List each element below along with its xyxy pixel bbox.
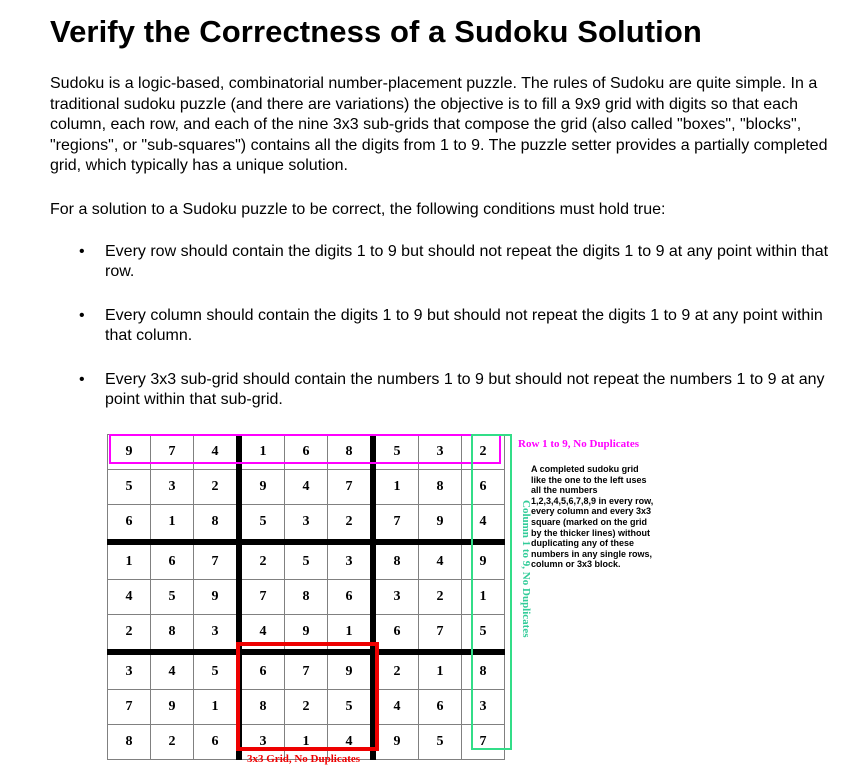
grid-cell: 5 (239, 505, 285, 543)
grid-cell: 4 (373, 690, 419, 725)
grid-cell: 1 (285, 725, 328, 760)
grid-cell: 3 (328, 542, 374, 580)
grid-cell: 8 (373, 542, 419, 580)
grid-cell: 6 (194, 725, 240, 760)
grid-cell: 6 (151, 542, 194, 580)
sudoku-table (107, 434, 505, 760)
grid-cell: 9 (373, 725, 419, 760)
grid-cell: 6 (285, 435, 328, 470)
grid-cell: 5 (462, 615, 505, 653)
grid-cell: 5 (328, 690, 374, 725)
grid-cell: 9 (419, 505, 462, 543)
grid-cell: 2 (108, 615, 151, 653)
grid-cell: 1 (239, 435, 285, 470)
grid-row (108, 435, 505, 470)
conditions-lead: For a solution to a Sudoku puzzle to be correct, the following conditions must hold true: (50, 201, 666, 218)
grid-cell: 4 (285, 470, 328, 505)
grid-cell: 2 (419, 580, 462, 615)
sudoku-grid (107, 434, 505, 760)
grid-cell: 7 (108, 690, 151, 725)
grid-cell: 8 (285, 580, 328, 615)
grid-cell: 9 (108, 435, 151, 470)
grid-cell: 1 (462, 580, 505, 615)
grid-cell: 9 (239, 470, 285, 505)
grid-cell: 4 (151, 652, 194, 690)
grid-cell: 7 (151, 435, 194, 470)
grid-cell: 8 (194, 505, 240, 543)
grid-cell: 2 (373, 652, 419, 690)
condition-text: Every row should contain the digits 1 to 9 but should not repeat the digits 1 to 9 at any point within that row. (105, 243, 829, 280)
grid-row (108, 470, 505, 505)
grid-cell: 9 (194, 580, 240, 615)
grid-cell: 3 (285, 505, 328, 543)
grid-cell: 7 (194, 542, 240, 580)
grid-cell: 9 (285, 615, 328, 653)
grid-cell: 6 (328, 580, 374, 615)
grid-cell: 6 (462, 470, 505, 505)
grid-cell: 3 (373, 580, 419, 615)
grid-cell: 8 (151, 615, 194, 653)
grid-cell: 2 (194, 470, 240, 505)
grid-cell: 7 (373, 505, 419, 543)
grid-cell: 3 (419, 435, 462, 470)
page-title: Verify the Correctness of a Sudoku Solution (50, 14, 702, 49)
grid-cell: 7 (419, 615, 462, 653)
grid-cell: 8 (108, 725, 151, 760)
grid-cell: 6 (373, 615, 419, 653)
condition-text: Every 3x3 sub-grid should contain the numbers 1 to 9 but should not repeat the numbers 1 to 9 at any point within that sub-grid. (105, 371, 825, 408)
grid-cell: 1 (419, 652, 462, 690)
grid-cell: 7 (328, 470, 374, 505)
grid-cell: 4 (462, 505, 505, 543)
condition-text: Every column should contain the digits 1 to 9 but should not repeat the digits 1 to 9 at any point within that column. (105, 307, 823, 344)
subgrid-label: 3x3 Grid, No Duplicates (247, 753, 361, 765)
grid-cell: 1 (328, 615, 374, 653)
column-label: Column 1 to 9, No Duplicates (520, 500, 532, 638)
grid-row (108, 542, 505, 580)
grid-cell: 5 (108, 470, 151, 505)
grid-cell: 6 (419, 690, 462, 725)
grid-cell: 2 (239, 542, 285, 580)
grid-cell: 8 (239, 690, 285, 725)
grid-cell: 5 (419, 725, 462, 760)
grid-cell: 1 (194, 690, 240, 725)
grid-cell: 8 (328, 435, 374, 470)
grid-cell: 2 (328, 505, 374, 543)
grid-cell: 5 (151, 580, 194, 615)
bullet-icon: • (79, 243, 85, 260)
grid-cell: 5 (194, 652, 240, 690)
grid-cell: 3 (239, 725, 285, 760)
grid-cell: 7 (239, 580, 285, 615)
grid-row (108, 505, 505, 543)
grid-cell: 2 (151, 725, 194, 760)
grid-cell: 7 (462, 725, 505, 760)
grid-cell: 3 (194, 615, 240, 653)
grid-cell: 4 (328, 725, 374, 760)
bullet-icon: • (79, 307, 85, 324)
grid-cell: 1 (373, 470, 419, 505)
intro-paragraph: Sudoku is a logic-based, combinatorial number-placement puzzle. The rules of Sudoku are quite simple. In a traditional sudoku puzzle (and there are variations) the objective is to fill a 9x9 grid with digits so that each column, each row, and each of the nine 3x3 sub-grids that compose the grid (also called "boxes", "blocks", "regions", or "sub-squares") contains all the digits from 1 to 9. The puzzle setter provides a partially completed grid, which typically has a unique solution. (50, 75, 828, 174)
bullet-icon: • (79, 371, 85, 388)
grid-cell: 3 (462, 690, 505, 725)
grid-cell: 8 (419, 470, 462, 505)
grid-cell: 7 (285, 652, 328, 690)
grid-cell: 4 (419, 542, 462, 580)
grid-cell: 5 (285, 542, 328, 580)
grid-cell: 5 (373, 435, 419, 470)
grid-cell: 1 (108, 542, 151, 580)
grid-cell: 6 (239, 652, 285, 690)
grid-cell: 4 (239, 615, 285, 653)
grid-cell: 3 (151, 470, 194, 505)
grid-cell: 9 (462, 542, 505, 580)
grid-caption: A completed sudoku grid like the one to the left uses all the numbers 1,2,3,4,5,6,7,8,9 in every row, every column and every 3x3 square (marked on the grid by the thicker lines) without duplicating any of these numbers in any single rows, column or 3x3 block. (531, 464, 654, 570)
grid-cell: 9 (151, 690, 194, 725)
grid-cell: 2 (285, 690, 328, 725)
grid-row (108, 580, 505, 615)
grid-cell: 4 (194, 435, 240, 470)
grid-row (108, 690, 505, 725)
row-label: Row 1 to 9, No Duplicates (518, 438, 639, 450)
grid-cell: 2 (462, 435, 505, 470)
grid-row (108, 615, 505, 653)
grid-cell: 8 (462, 652, 505, 690)
grid-row (108, 652, 505, 690)
grid-cell: 6 (108, 505, 151, 543)
grid-cell: 9 (328, 652, 374, 690)
grid-cell: 3 (108, 652, 151, 690)
grid-cell: 1 (151, 505, 194, 543)
grid-cell: 4 (108, 580, 151, 615)
